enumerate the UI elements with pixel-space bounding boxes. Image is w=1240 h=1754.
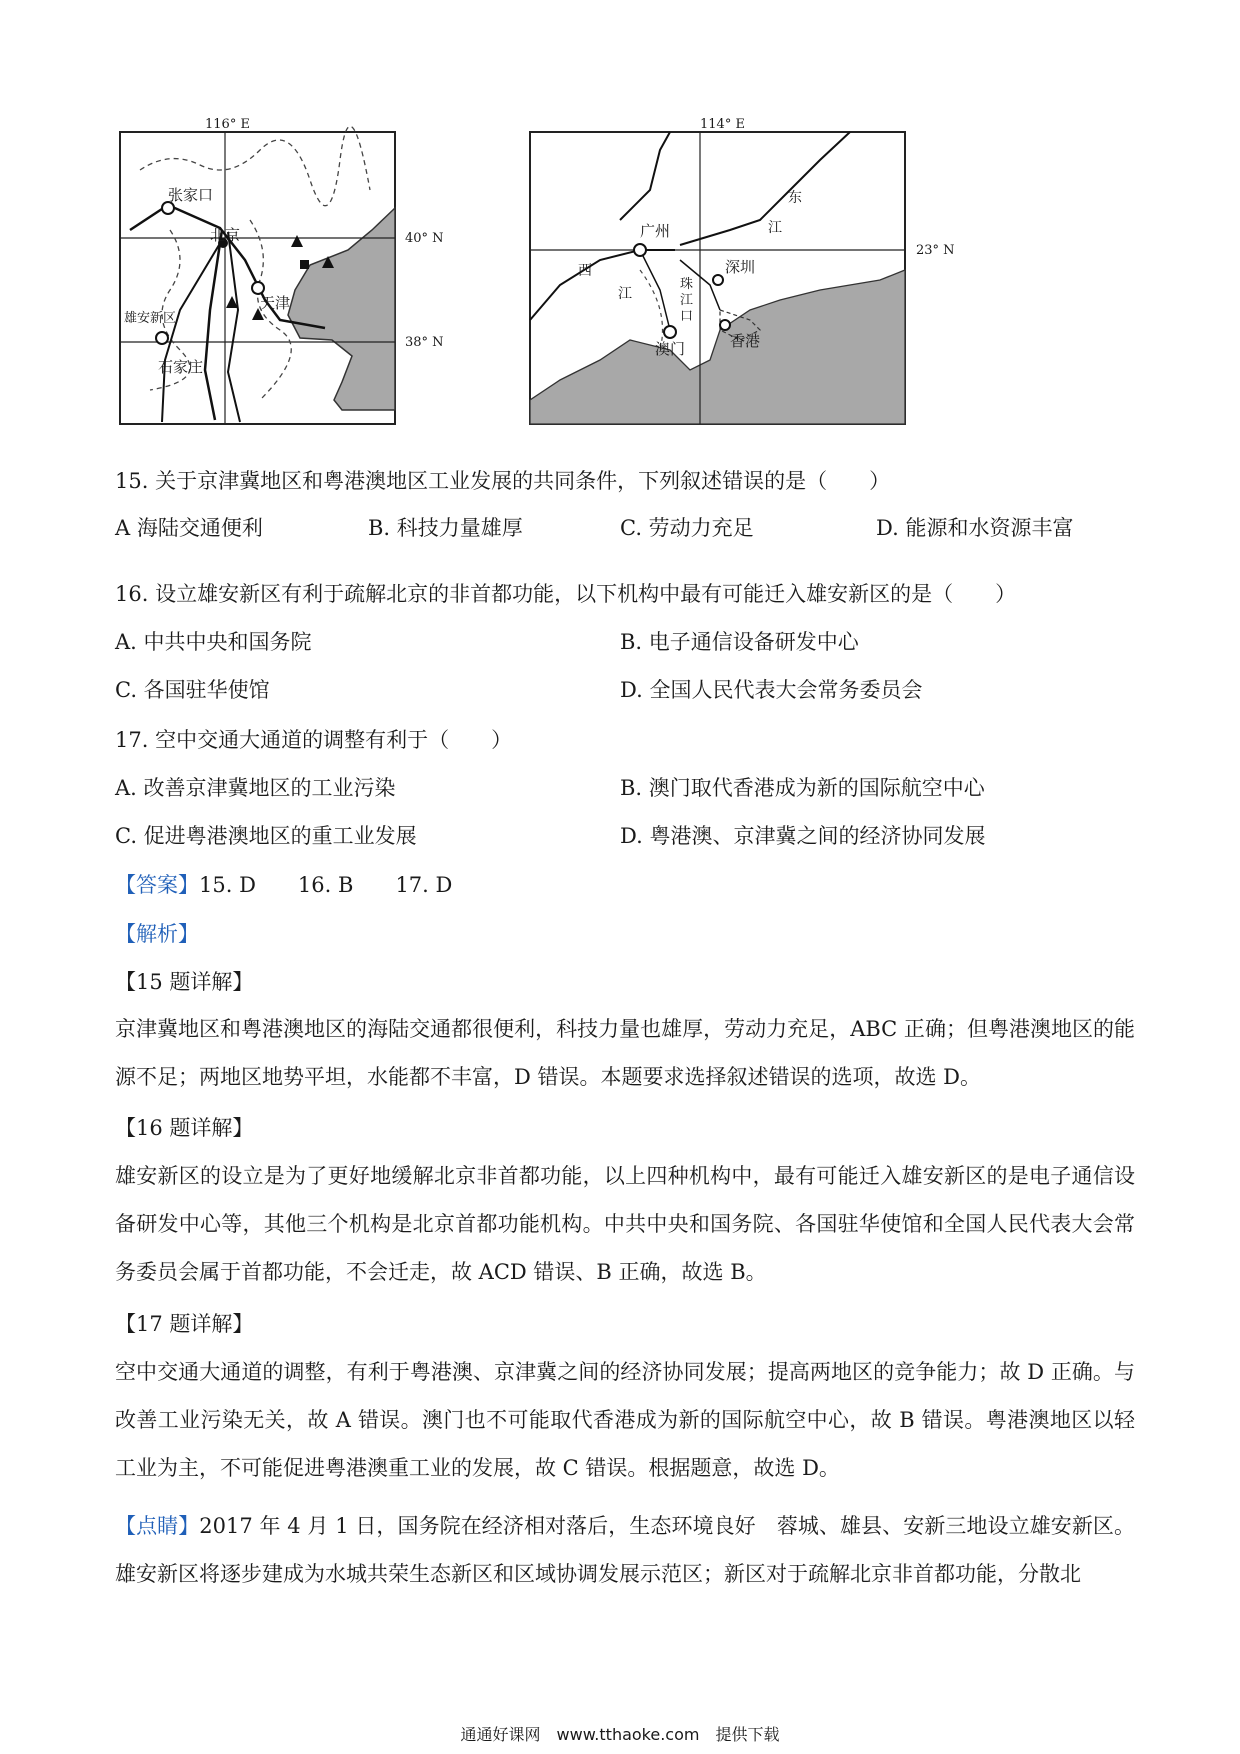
q17-option-d: D. 粤港澳、京津冀之间的经济协同发展 xyxy=(620,824,986,848)
river-label-jiang-3: 江 xyxy=(680,293,694,308)
river-label-kou: 口 xyxy=(680,309,694,324)
city-label-beijing: 北京 xyxy=(210,226,241,244)
river-label-dong: 东 xyxy=(788,190,802,206)
q17-stem: 17. 空中交通大通道的调整有利于（ ） xyxy=(115,728,513,752)
map2-lon-label: 114° E xyxy=(700,117,745,132)
q17-option-a: A. 改善京津冀地区的工业污染 xyxy=(115,776,396,800)
detail-16-text: 雄安新区的设立是为了更好地缓解北京非首都功能，以上四种机构中，最有可能迁入雄安新区的是电子通信设备研发中心等，其他三个机构是北京首都功能机构。中共中央和国务院、各国驻华使馆和全国人民代表大会常务委员会属于首都功能，不会迁走，故 ACD 错误、B 正确，故选 B。 xyxy=(115,1164,1135,1284)
q16-option-a: A. 中共中央和国务院 xyxy=(115,630,312,654)
q16-stem: 16. 设立雄安新区有利于疏解北京的非首都功能，以下机构中最有可能迁入雄安新区的是（ ） xyxy=(115,582,1017,606)
q16-option-c: C. 各国驻华使馆 xyxy=(115,678,270,702)
map2-lat-label: 23° N xyxy=(916,243,955,258)
map1-lat-top: 40° N xyxy=(405,231,444,246)
q16-option-d: D. 全国人民代表大会常务委员会 xyxy=(620,678,923,702)
detail-16-title: 【16 题详解】 xyxy=(115,1116,254,1140)
page-footer: 通通好课网 www.tthaoke.com 提供下载 xyxy=(460,1725,780,1744)
answer-17: 17. D xyxy=(395,873,453,897)
detail-17-title: 【17 题详解】 xyxy=(115,1312,254,1336)
map-pearl-river-delta xyxy=(520,110,955,430)
answer-15: 15. D xyxy=(199,873,256,897)
q17-option-b: B. 澳门取代香港成为新的国际航空中心 xyxy=(620,776,985,800)
city-label-shenzhen: 深圳 xyxy=(725,258,756,276)
river-label-jiang-1: 江 xyxy=(768,220,782,236)
detail-15-title: 【15 题详解】 xyxy=(115,970,254,994)
river-label-jiang-2: 江 xyxy=(618,286,632,302)
note-label: 【点睛】 xyxy=(115,1514,200,1538)
q16-option-b: B. 电子通信设备研发中心 xyxy=(620,630,859,654)
river-label-xi: 西 xyxy=(578,263,592,279)
detail-17-text: 空中交通大通道的调整，有利于粤港澳、京津冀之间的经济协同发展；提高两地区的竞争能力；故 D 正确。与改善工业污染无关，故 A 错误。澳门也不可能取代香港成为新的国际航空中心，故 B 错误。粤港澳地区以轻工业为主，不可能促进粤港澳重工业的发展，故 C 错误。根据题意，故选 D。 xyxy=(115,1360,1135,1480)
map1-lat-bottom: 38° N xyxy=(405,335,444,350)
city-label-xiongan: 雄安新区 xyxy=(124,311,177,326)
city-label-guangzhou: 广州 xyxy=(640,222,671,240)
answer-label: 【答案】 xyxy=(115,873,199,897)
q17-option-c: C. 促进粤港澳地区的重工业发展 xyxy=(115,824,417,848)
note-text: 2017 年 4 月 1 日，国务院在经济相对落后，生态环境良好 蓉城、雄县、安新三地设立雄安新区。雄安新区将逐步建成为水城共荣生态新区和区域协调发展示范区；新区对于疏解北京非首都功能，分散北 xyxy=(115,1514,1135,1586)
answer-row xyxy=(115,869,452,899)
city-label-shijiazhuang: 石家庄 xyxy=(158,358,204,376)
q15-option-d: D. 能源和水资源丰富 xyxy=(876,516,1074,540)
city-label-hongkong: 香港 xyxy=(730,332,761,350)
map-jingjinji xyxy=(110,110,450,430)
q15-option-c: C. 劳动力充足 xyxy=(620,516,754,540)
q15-option-a: A 海陆交通便利 xyxy=(115,516,263,540)
detail-15-text: 京津冀地区和粤港澳地区的海陆交通都很便利，科技力量也雄厚，劳动力充足，ABC 正确；但粤港澳地区的能源不足；两地区地势平坦，水能都不丰富，D 错误。本题要求选择叙述错误的选项，故选 D。 xyxy=(115,1017,1135,1089)
note-paragraph xyxy=(115,1502,1135,1598)
city-label-zhangjiakou: 张家口 xyxy=(168,186,214,204)
analysis-label: 【解析】 xyxy=(115,922,199,946)
city-label-macau: 澳门 xyxy=(655,340,686,358)
city-label-tianjin: 天津 xyxy=(260,294,291,312)
q15-stem: 15. 关于京津冀地区和粤港澳地区工业发展的共同条件，下列叙述错误的是（ ） xyxy=(115,469,891,493)
map1-lon-label: 116° E xyxy=(205,117,250,132)
q15-option-b: B. 科技力量雄厚 xyxy=(368,516,523,540)
answer-16: 16. B xyxy=(297,873,354,897)
river-label-zhu: 珠 xyxy=(680,277,694,292)
